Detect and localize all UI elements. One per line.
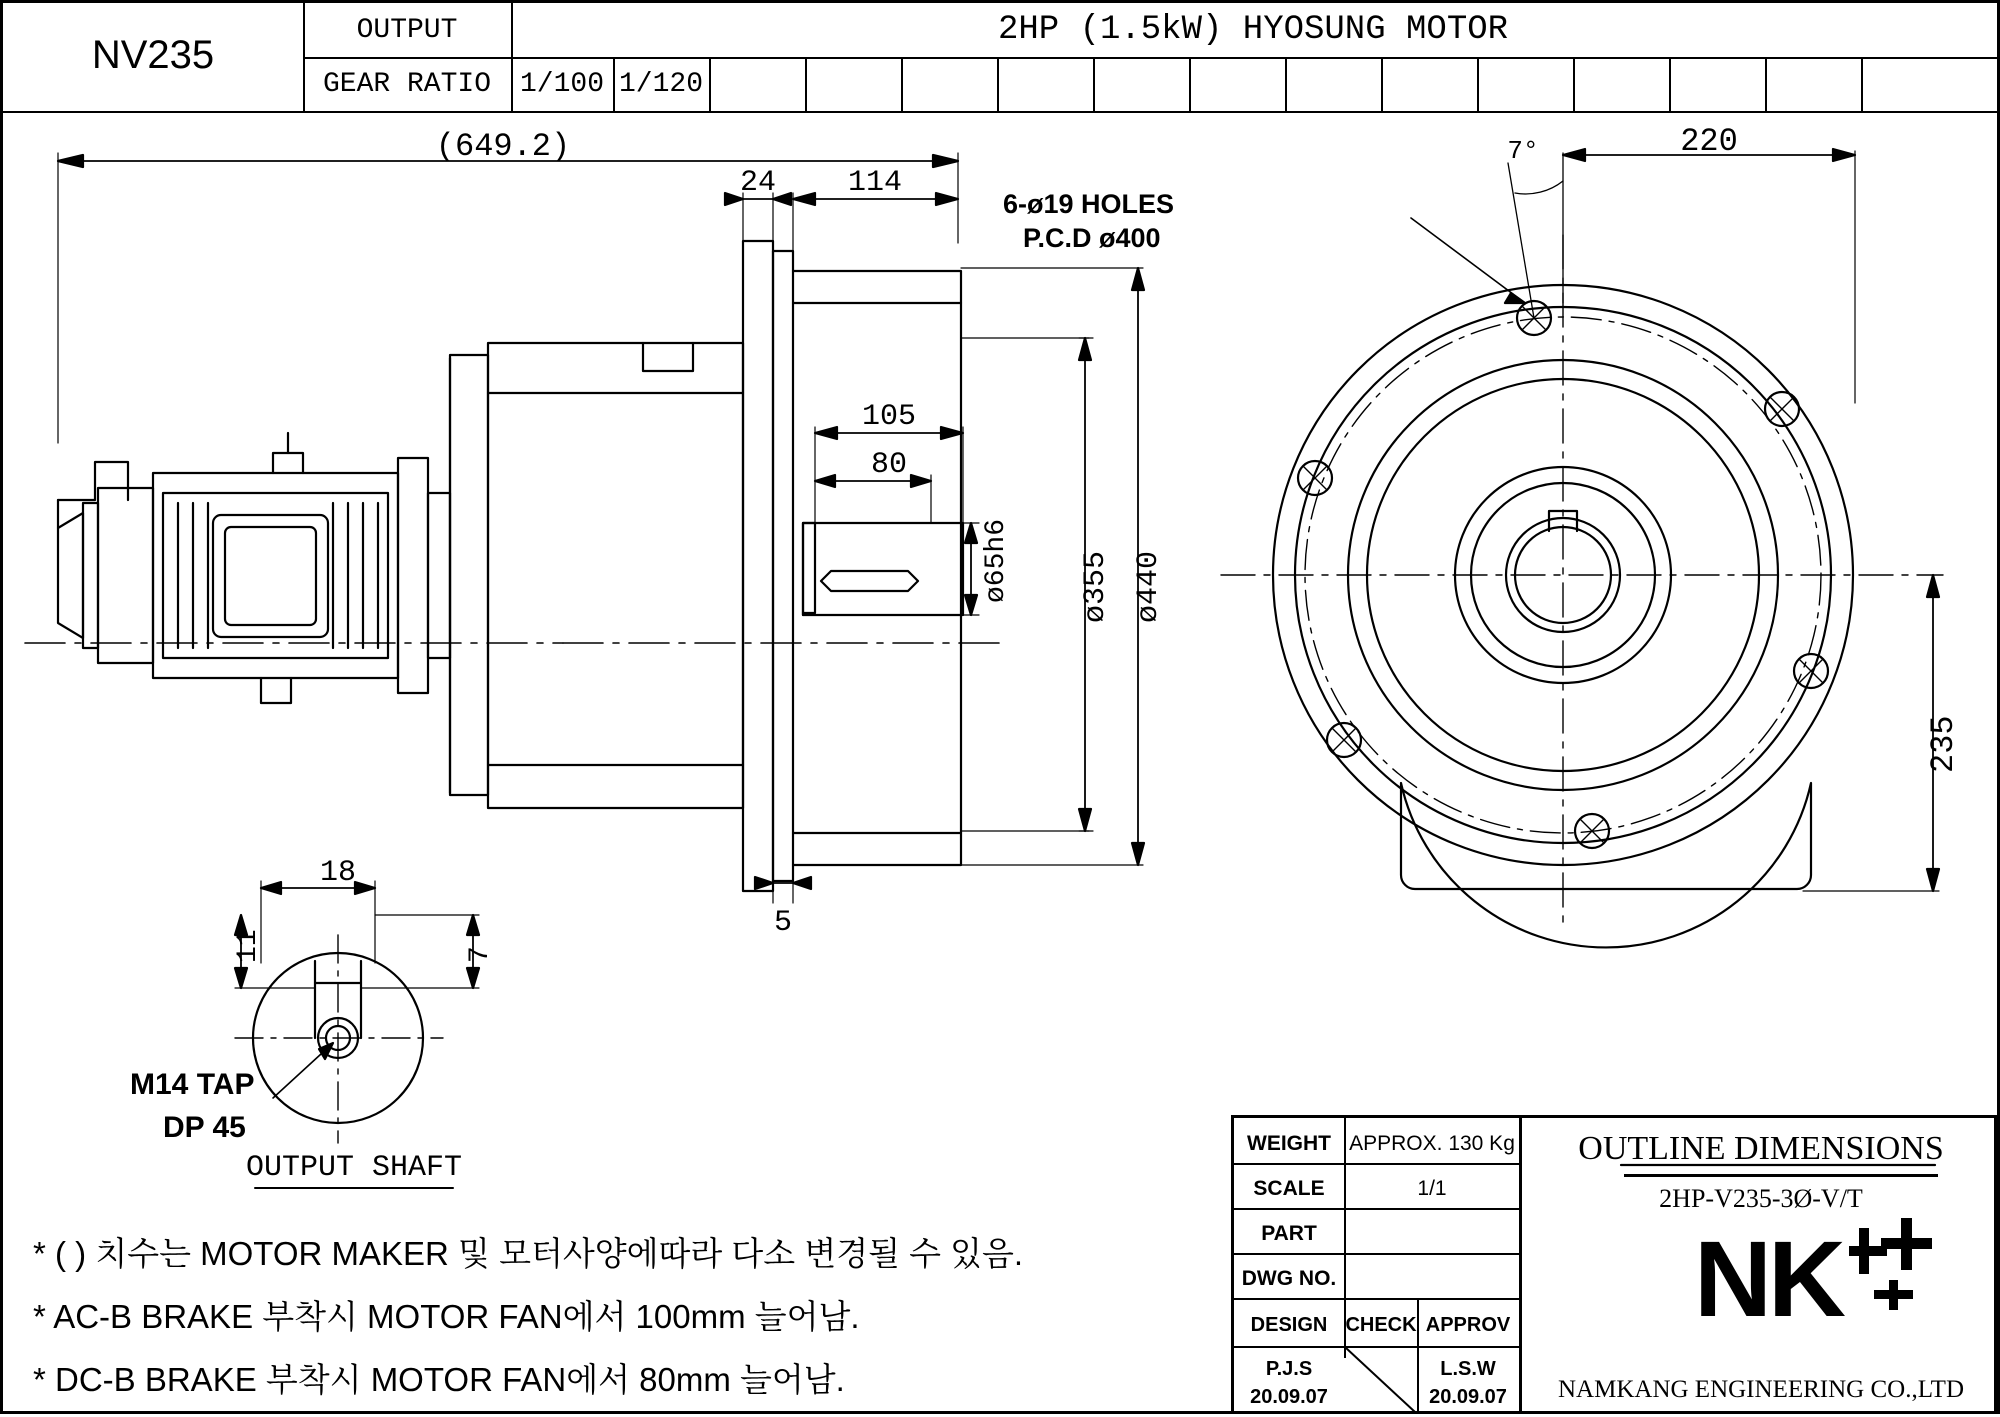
dim-overall-length: (649.2)	[435, 128, 571, 165]
scale-value: 1/1	[1417, 1177, 1447, 1200]
title-underline	[1624, 1174, 1938, 1177]
dim-pilot-dia: ø355	[1079, 550, 1113, 623]
dim-shaft-dia: ø65h6	[981, 518, 1012, 603]
note-2: * AC-B BRAKE 부착시 MOTOR FAN에서 100mm 늘어남.	[33, 1298, 860, 1335]
output-label: OUTPUT	[356, 15, 458, 46]
dim-key-depth: 11	[233, 929, 264, 963]
holes-note: 6-ø19 HOLES	[1003, 189, 1175, 219]
design-name: P.J.S	[1265, 1358, 1313, 1380]
gear-ratio-1: 1/100	[519, 69, 605, 100]
dim-flange-to-face: 114	[847, 166, 903, 200]
part-label: PART	[1261, 1222, 1317, 1245]
gear-ratio-label: GEAR RATIO	[322, 69, 492, 100]
logo-plus-icon	[1849, 1218, 2000, 1338]
dim-angle: 7°	[1507, 136, 1539, 166]
design-date: 20.09.07	[1250, 1386, 1328, 1408]
output-value: 2HP (1.5kW) HYOSUNG MOTOR	[997, 11, 1509, 49]
scale-label: SCALE	[1253, 1177, 1325, 1200]
gear-ratio-2: 1/120	[618, 69, 704, 100]
drawing-title: OUTLINE DIMENSIONS	[1578, 1130, 1944, 1167]
weight-label: WEIGHT	[1247, 1132, 1331, 1155]
approv-label: APPROV	[1425, 1314, 1511, 1336]
dim-key-width: 18	[319, 856, 357, 890]
drawing-subtitle: 2HP-V235-3Ø-V/T	[1659, 1184, 1863, 1213]
note-3: * DC-B BRAKE 부착시 MOTOR FAN에서 80mm 늘어남.	[33, 1361, 845, 1398]
note-1: * ( ) 치수는 MOTOR MAKER 및 모터사양에따라 다소 변경될 수 있음.	[33, 1235, 1024, 1272]
approv-name: L.S.W	[1440, 1358, 1496, 1380]
dim-width-220: 220	[1680, 123, 1738, 160]
company-logo: NK	[1694, 1218, 1842, 1339]
dim-flange-dia: ø440	[1132, 550, 1166, 623]
check-label: CHECK	[1345, 1314, 1417, 1336]
title-block	[1231, 1115, 1997, 1414]
model-label: NV235	[91, 33, 215, 77]
dim-shaft-len: 80	[870, 448, 908, 482]
weight-value: APPROX. 130 Kg	[1349, 1132, 1515, 1155]
tap-note: M14 TAP	[130, 1068, 255, 1101]
dim-height-235: 235	[1925, 715, 1962, 773]
design-label: DESIGN	[1250, 1314, 1328, 1336]
pcd-note: P.C.D ø400	[1023, 223, 1161, 253]
company-name: NAMKANG ENGINEERING CO.,LTD	[1558, 1376, 1964, 1403]
approv-date: 20.09.07	[1429, 1386, 1507, 1408]
dim-lip: 5	[773, 906, 793, 940]
tap-depth-note: DP 45	[163, 1111, 246, 1144]
dim-key-height: 7	[465, 946, 496, 963]
tb-main-split	[1519, 1118, 1522, 1414]
dim-flange-thick: 24	[739, 166, 777, 200]
output-shaft-caption: OUTPUT SHAFT	[245, 1151, 463, 1185]
dwg-label: DWG NO.	[1241, 1267, 1337, 1290]
dim-shaft-step: 105	[861, 400, 917, 434]
